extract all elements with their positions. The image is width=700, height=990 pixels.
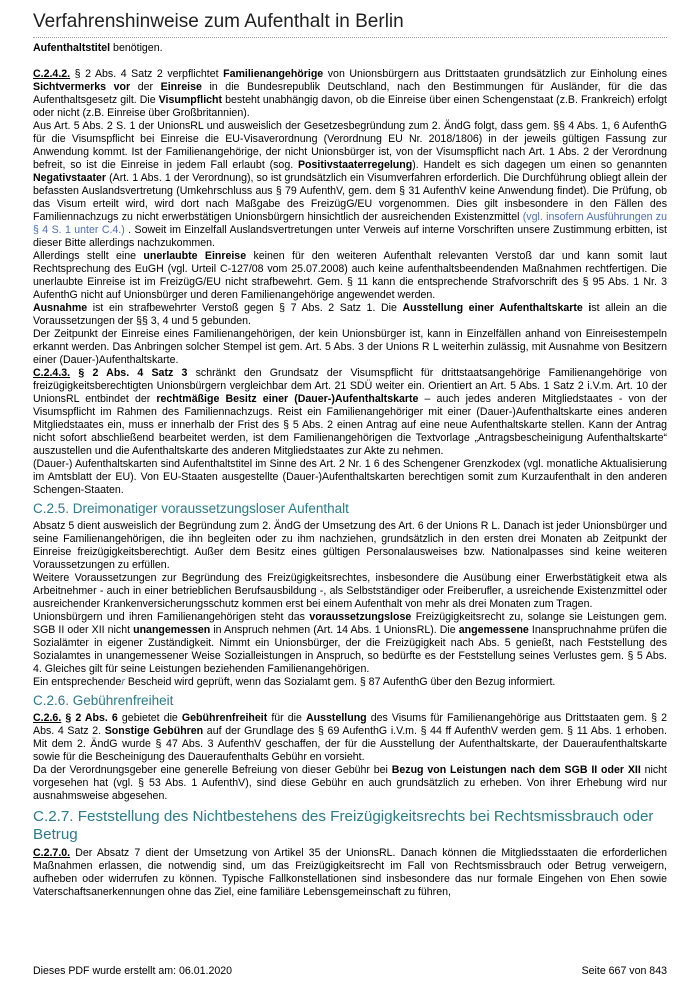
text: benötigen. (110, 42, 163, 54)
cross-reference-link[interactable]: (vgl. insofern Ausführungen zu § 4 S. 1 unter C.4.) (33, 211, 667, 236)
paragraph-unlawful-entry (33, 250, 667, 302)
bold-term: Visumpflicht (158, 94, 223, 106)
heading-c27: C.2.7. Feststellung des Nichtbestehens des Freizügigkeitsrechts bei Rechtsmissbrauch oder Betrug (33, 808, 654, 843)
paragraph-fee-exemption (33, 764, 667, 803)
bold-term: angemessene (458, 624, 529, 636)
text: st allein an die Voraussetzungen der §§ 3, 4 und 5 gebunden. (33, 302, 667, 327)
text: gebietet die (117, 712, 182, 724)
bold-term: voraussetzungslose (309, 611, 412, 623)
bold-term: Ausnahme (33, 302, 88, 314)
text: ist ein strafbewehrter Verstoß gegen § 7 Abs. 2 Satz 1. Die (87, 302, 403, 314)
text: Absatz 5 dient ausweislich der Begründung zum 2. ÄndG der Umsetzung des Art. 6 der Unions R L. Danach ist jeder Unionsbürger und seine Familienangehörigen, die ihn begleiten oder zu ihm nachziehen, grundsätzlich in den ersten drei Monaten ab Zeitpunkt der Einreise freizügigkeitsberechtigt. Außer dem Besitz eines gültigen Personalausweises bzw. Nationalpasses sind keine weiteren Voraussetzungen zu erfüllen. (33, 520, 667, 571)
bold-term: § 2 Abs. 6 (61, 712, 118, 724)
paragraph-visa-regulation (33, 120, 667, 250)
paragraph-residence-cards (33, 458, 667, 497)
bold-term: Gebührenfreiheit (181, 712, 268, 724)
text: Der Zeitpunkt der Einreise eines Familienangehörigen, der kein Unionsbürger ist, kann in Einzelfällen anhand von Einreisestempeln erkannt werden. Das Anbringen solcher Stempel ist gem. Art. 5 Abs. 3 der Unions R L weiterhin zulässig, mit Ausnahme von Besitzern einer (Dauer-)Aufenthaltskarte. (33, 328, 667, 366)
text: (Dauer-) Aufenthaltskarten sind Aufenthaltstitel im Sinne des Art. 2 Nr. 1 6 des Schengener Grenzkodex (vgl. monatliche Aktualisierung im Amtsblatt der EU). Von EU-Staaten ausgestellte (Dauer-)Aufenthaltskarten berechtigen somit zum Kurzaufenthalt in den anderen Schengen-Staaten. (33, 458, 667, 496)
bold-term: Ausstellung (306, 712, 367, 724)
page-footer (33, 965, 667, 977)
section-ref: C.2.4.2. (33, 68, 71, 80)
page-header (33, 10, 667, 38)
paragraph-notice (33, 676, 667, 689)
text: nicht vorgesehen hat (vgl. § 53 Abs. 1 AufenthV), sind diese Gebühr en auch grundsätzlich zu erheben. Von ihrer Erhebung wird nur ausnahmsweise abgesehen. (33, 764, 667, 802)
paragraph-three-months (33, 520, 667, 572)
header-divider (33, 37, 667, 38)
text: Freizügigkeitsrecht zu, solange sie Leistungen gem. SGB II oder XII nicht (33, 611, 667, 636)
text: § 2 Abs. 4 Satz 2 verpflichtet (70, 68, 224, 80)
bold-term: Sichtvermerks vor (33, 81, 131, 93)
text: Der Absatz 7 dient der Umsetzung von Artikel 35 der UnionsRL. Danach können die Mitgliedsstaaten die erforderlichen Maßnahmen erlassen, die notwendig sind, um das Freizügigkeitsrecht im Fall von Rechtsmissbrauch oder Betrug verweigern, aufheben oder widerrufen zu können. Typische Fallkonstellationen sind insbesondere das nur formale Eingehen von Ehen sowie Vaterschaftsanerkennungen ohne das Ziel, eine familiäre Lebensgemeinschaft zu führen, (33, 847, 667, 898)
paragraph-c270 (33, 847, 667, 899)
text: in die Bundesrepublik Deutschland, nach den Bestimmungen für Ausländer, für die das Aufenthaltsgesetz gilt. Die (33, 81, 668, 106)
text: keinen für den weiteren Aufenthalt relevanten Verstoß dar und kann somit laut Rechtsprechung des EuGH (vgl. Urteil C-127/08 vom 25.07.2008) auch keine aufenthaltsbeendenden Maßnahmen rechtfertigen. Die unerlaubte Einreise ist im FreizügG/EU nicht strafbewehrt. Gem. § 11 kann die entsprechende Strafvorschrift des § 95 Abs. 1 Nr. 3 AufenthG nicht auf Unionsbürger und deren Familienangehörige angewendet werden. (33, 250, 667, 301)
bold-term: Aufenthaltstitel (33, 42, 111, 54)
text: besteht unabhängig davon, ob die Einreise über einen Schengenstaat (z.B. Frankreich) erfolgt oder nicht (z.B. Einreise über Großbritannien). (33, 94, 667, 119)
text: der (130, 81, 161, 93)
heading-c25: C.2.5. Dreimonatiger voraussetzungsloser Aufenthalt (33, 501, 349, 516)
section-ref: C.2.4.3. (33, 367, 71, 379)
text: Bescheid wird geprüft, wenn das Sozialamt gem. § 87 AufenthG über den Bezug informiert. (124, 676, 556, 688)
italic-letter: r (121, 676, 125, 688)
bold-term: Sonstige Gebühren (104, 725, 204, 737)
paragraph-entry-stamps (33, 328, 667, 367)
paragraph-c26 (33, 712, 667, 764)
text: auf der Grundlage des § 69 AufenthG i.V.m. § 44 ff AufenthV werden gem. § 11 Abs. 1 erhoben. Mit dem 2. ÄndG wurde § 47 Abs. 3 AufenthV geschaffen, der für die Ausstellung der Aufenthaltskarte, der Daueraufenthaltskarte sowie für die Bescheinigung des Daueraufenthalts Gebühr en vorsieht. (33, 725, 667, 763)
text: Da der Verordnungsgeber eine generelle Befreiung von dieser Gebühr bei (33, 764, 392, 776)
page-title: Verfahrenshinweise zum Aufenthalt in Berlin (33, 11, 404, 32)
intro-paragraph (33, 42, 667, 55)
bold-term: Negativstaater (33, 172, 107, 184)
paragraph-c243 (33, 367, 667, 458)
text: Inanspruchnahme prüfen die Sozialämter in eigener Zuständigkeit. Nimmt ein Unionsbürger, der die Freizügigkeit nach Abs. 5 genießt, nach Feststellung des Sozialamtes in unangemessener Weise Sozialleistungen in Anspruch, so bedürfte es der Feststellung seines Verlustes gem. § 5 Abs. 4. Gleiches gilt für seine Leistungen beziehenden Familienangehörigen. (33, 624, 667, 675)
text: Unionsbürgern und ihren Familienangehörigen steht das (33, 611, 310, 623)
text: für die (267, 712, 307, 724)
bold-term: unangemessen (133, 624, 211, 636)
text: (Art. 1 Abs. 1 der Verordnung), so ist grundsätzlich ein Visumverfahren erforderlich. Die Durchführung obliegt allein der befassten Auslandsvertretung (Umkehrschluss aus § 79 AufenthV, gem. dem § 31 AufenthV keine Anwendung findet). Die Prüfung, ob das Visum erteilt wird, wird dort nach Maßgabe des FreizügG/EU vorgenommen. Dies gilt insbesondere in den Fällen des Familiennachzugs zu nicht erwerbstätigen Unionsbürgern hinsichtlich der ausreichenden Existenzmittel (33, 172, 667, 223)
text: in Anspruch nehmen (Art. 14 Abs. 1 UnionsRL). Die (210, 624, 459, 636)
paragraph-exception (33, 302, 667, 328)
bold-term: rechtmäßige Besitz einer (Dauer-)Aufenthaltskarte (156, 393, 419, 405)
section-ref: C.2.7.0. (33, 847, 71, 859)
paragraph-c242 (33, 68, 667, 120)
text: des Visums für Familienangehörige aus Drittstaaten gem. § 2 Abs. 4 Satz 2. (33, 712, 667, 737)
bold-term: Einreise (160, 81, 202, 93)
heading-c26: C.2.6. Gebührenfreiheit (33, 693, 174, 708)
text: Allerdings stellt eine (33, 250, 144, 262)
text: Aus Art. 5 Abs. 2 S. 1 der UnionsRL und ausweislich der Gesetzesbegründung zum 2. ÄndG folgt, dass gem. §§ 4 Abs. 1, 6 AufenthG für die Visumspflicht bei Einreise die EU-Visaverordnung (Verordnung EU Nr. 2018/1806) in der jeweils gültigen Fassung zur Anwendung kommt. Ist der Familienangehörige, der nicht Unionsbürger ist, von der Visumspflicht nach Art. 1 Abs. 2 der Verordnung befreit, so ist die Einreise in jedem Fall erlaubt (sog. (33, 120, 667, 171)
bold-term: Familienangehörige (223, 68, 324, 80)
text: Weitere Voraussetzungen zur Begründung des Freizügigkeitsrechtes, insbesondere die Ausübung einer Erwerbstätigkeit etwa als Arbeitnehmer - auch in einer betrieblichen Berufsausbildung -, als Selbstständiger oder Freiberufler, a usreichende Existenzmittel oder ausreichender Krankenversicherungsschutz kommen erst bei einem Aufenthalt von mehr als drei Monaten zum Tragen. (33, 572, 667, 610)
page-number: Seite 667 von 843 (581, 965, 667, 977)
bold-term: Bezug von Leistungen nach dem SGB II oder XII (391, 764, 641, 776)
text: Ein entsprechende (33, 676, 122, 688)
text: – auch jedes anderen Mitgliedstaates - von der Visumspflicht im Rahmen des Familiennachzugs. Reist ein Familienangehöriger mit einer (Dauer-)Aufenthaltskarte eines anderen Mitgliedstaates ein, muss er innerhalb der Frist des § 5 Abs. 2 einen Antrag auf eine neue Aufenthaltskarte stellen. Kann der Antrag nicht sofort abschließend bearbeitet werden, ist dem Familienangehörigen die Textvorlage „Antragsbescheinigung Aufenthaltskarte“ auszustellen und die Aufenthaltskarte des anderen Mitgliedstaates zur Akte zu nehmen. (33, 393, 667, 457)
text: schränkt den Grundsatz der Visumspflicht für drittstaatsangehörige Familienangehörige von freizügigkeitsberechtigten Unionsbürgern vergleichbar dem Art. 21 SDÜ weiter ein. Orientiert an Art. 5 Abs. 1 Satz 2 i.V.m. Art. 10 der UnionsRL entbindet der (33, 367, 668, 405)
text: von Unionsbürgern aus Drittstaaten grundsätzlich zur Einholung eines (323, 68, 668, 80)
bold-term: Ausstellung einer Aufenthaltskarte i (402, 302, 592, 314)
bold-term: unerlaubte Einreise (143, 250, 247, 262)
section-ref: C.2.6. (33, 712, 62, 724)
bold-term: § 2 Abs. 4 Satz 3 (70, 367, 188, 379)
paragraph-further-requirements (33, 572, 667, 611)
paragraph-social-benefits (33, 611, 667, 676)
document-body (33, 42, 667, 899)
text: ). Handelt es sich dagegen um einen so genannten (412, 159, 667, 171)
pdf-created-date: Dieses PDF wurde erstellt am: 06.01.2020 (33, 965, 233, 977)
bold-term: Positivstaaterregelung (297, 159, 413, 171)
text: . Soweit im Einzelfall Auslandsvertretungen unter Verweis auf interne Vorschriften unsere Zustimmung erbitten, ist dieser Bitte allerdings nachzukommen. (33, 224, 667, 249)
